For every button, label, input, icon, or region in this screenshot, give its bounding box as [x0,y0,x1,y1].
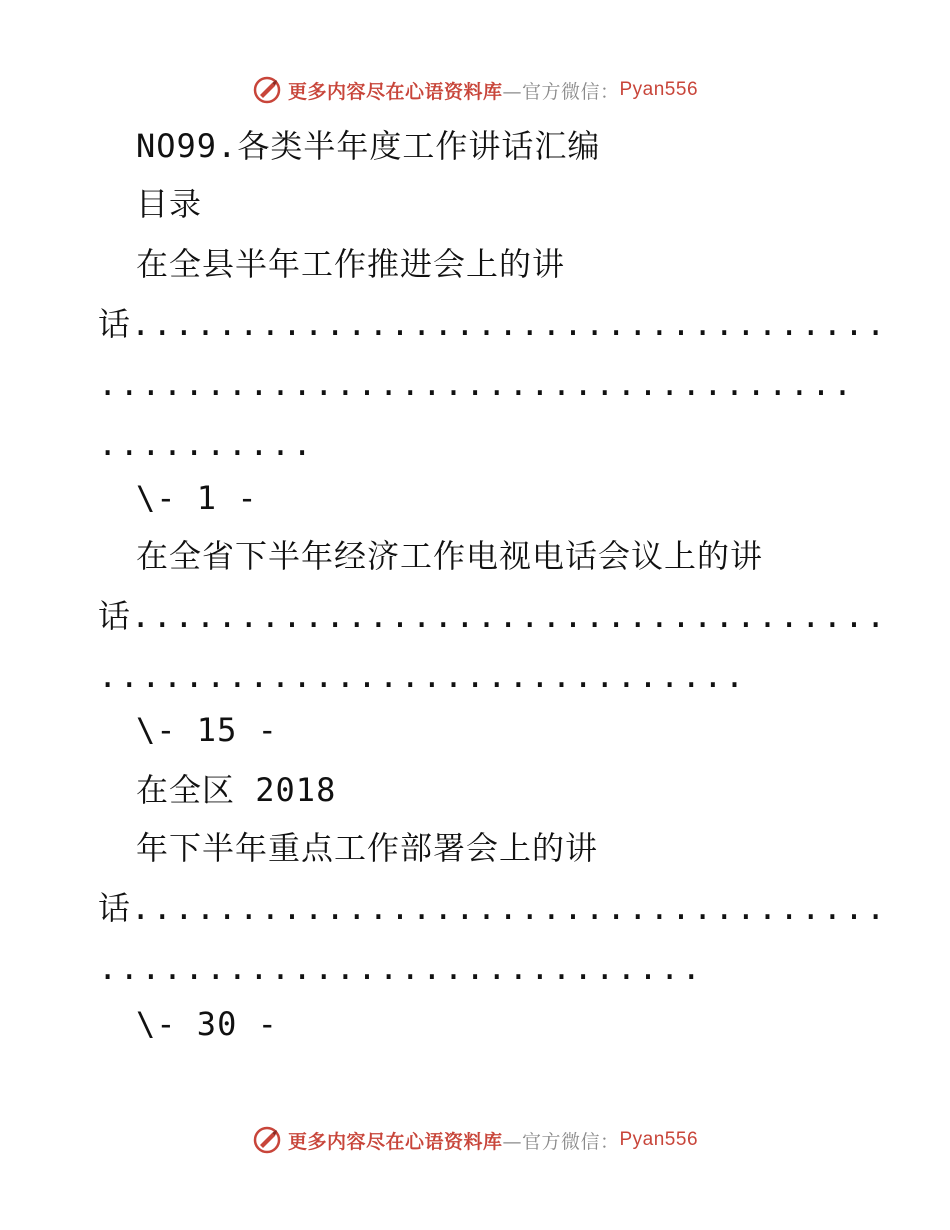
toc-entry-2-leader-line-1 [98,596,888,636]
toc-entry-3-dots-1: ................................... [131,889,888,927]
toc-entry-2-title-tail: 话 [98,597,132,635]
document-title: NO99.各类半年度工作讲话汇编 [136,127,601,165]
footer-wechat-id: Pyan556 [619,1129,699,1150]
banner-wechat-label: —官方微信： [502,80,620,103]
toc-entry-3-leader-line-2: ............................ [98,949,704,987]
banner-wechat-id: Pyan556 [619,79,699,100]
footer-brand-text: 更多内容尽在心语资料库 [287,1130,503,1153]
toc-entry-2-title[interactable]: 在全省下半年经济工作电视电话会议上的讲 [136,537,764,575]
footer-wechat-label: —官方微信： [502,1130,620,1153]
brand-logo-icon [252,1125,282,1155]
toc-heading: 目录 [136,185,203,223]
toc-entry-3-title-tail: 话 [98,889,132,927]
toc-entry-3-title-part-1[interactable]: 在全区 2018 [136,771,337,809]
banner-brand-text: 更多内容尽在心语资料库 [287,80,503,103]
footer-banner [0,1120,950,1160]
toc-entry-1-page: \- 1 - [136,479,258,517]
toc-entry-1-dots-1: ................................... [131,305,888,343]
toc-entry-1-leader-line-3: .......... [98,425,315,463]
brand-logo-icon [252,75,282,105]
toc-entry-1-title-tail: 话 [98,305,132,343]
toc-entry-3-leader-line-1 [98,888,888,928]
header-banner [0,70,950,110]
toc-entry-2-dots-1: ................................... [131,597,888,635]
toc-entry-2-page: \- 15 - [136,711,278,749]
toc-entry-1-leader-line-1 [98,304,888,344]
toc-entry-1-leader-line-2: ................................... [98,365,855,403]
toc-entry-3-title-part-2[interactable]: 年下半年重点工作部署会上的讲 [136,829,599,867]
toc-entry-2-leader-line-2: .............................. [98,657,747,695]
toc-entry-3-page: \- 30 - [136,1005,278,1043]
toc-entry-1-title[interactable]: 在全县半年工作推进会上的讲 [136,245,566,283]
